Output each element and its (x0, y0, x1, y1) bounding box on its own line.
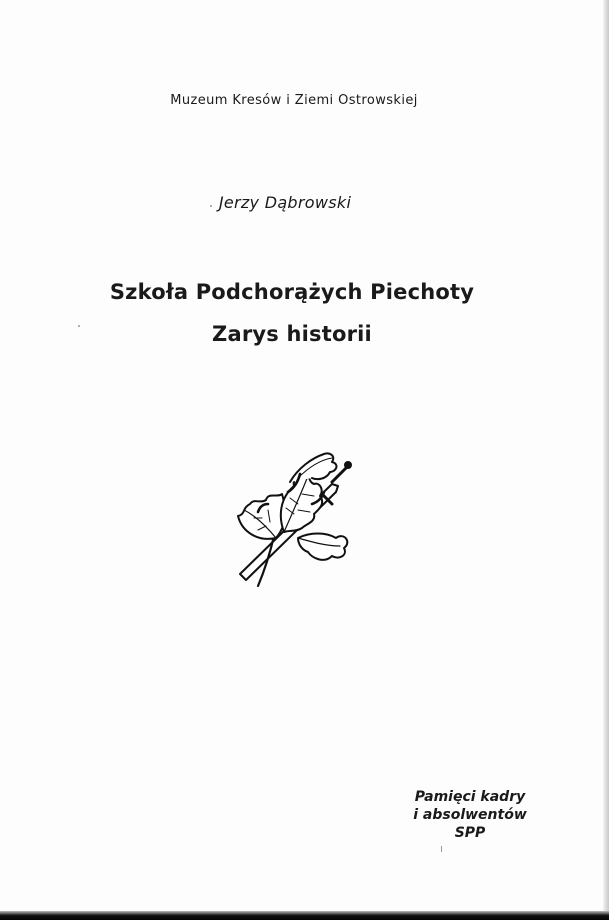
author-name: Jerzy Dąbrowski (218, 193, 352, 212)
book-subtitle: Zarys historii (212, 322, 372, 346)
page-right-edge (603, 0, 609, 920)
paper-speck (441, 846, 442, 852)
book-title: Szkoła Podchorążych Piechoty (109, 280, 475, 304)
dedication-line-3: SPP (454, 825, 486, 841)
dedication-line-1: Pamięci kadry (414, 789, 526, 805)
page-bottom-edge (0, 911, 609, 920)
publisher-name: Muzeum Kresów i Ziemi Ostrowskiej (170, 93, 418, 108)
dedication (400, 788, 540, 842)
dedication-line-2: i absolwentów (413, 807, 527, 823)
paper-speck (78, 325, 80, 327)
oak-leaf-sword-icon (228, 452, 364, 590)
paper-speck (210, 205, 212, 207)
